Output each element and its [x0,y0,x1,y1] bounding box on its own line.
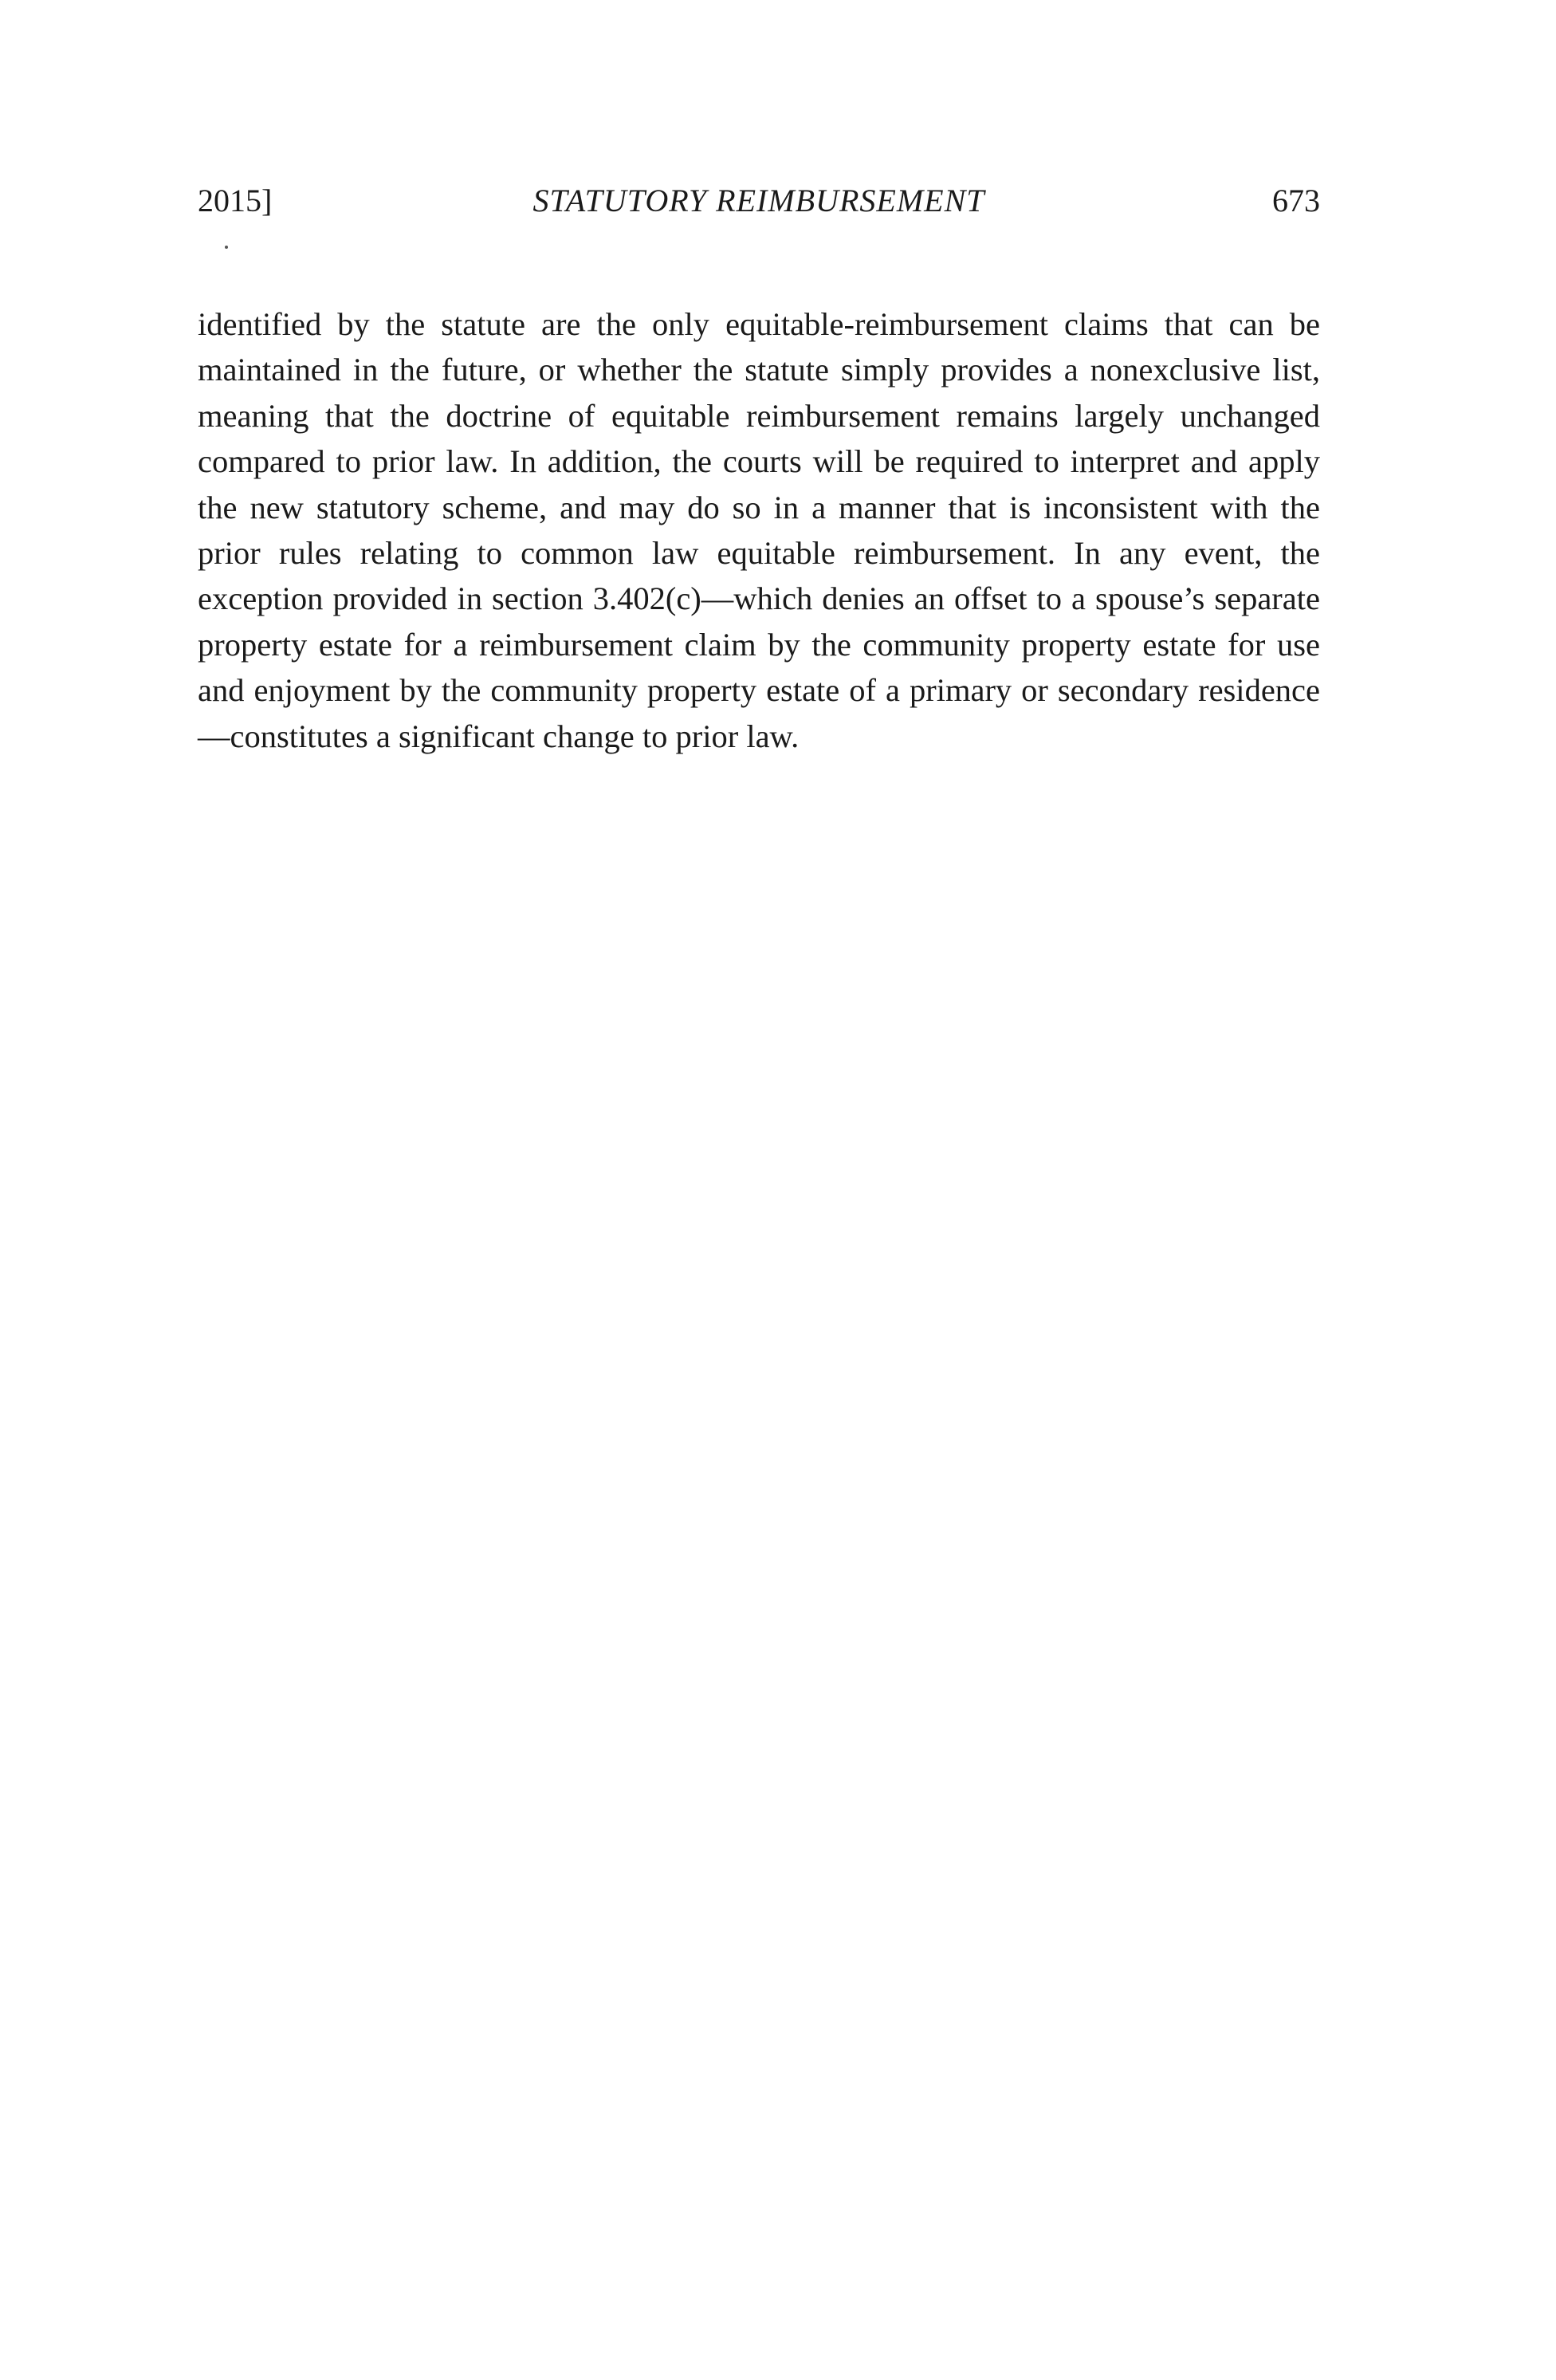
running-title: STATUTORY REIMBURSEMENT [532,183,985,218]
scan-speck [225,246,228,249]
running-header [198,177,1320,225]
body-paragraph: identified by the statute are the only equitable-reimbursement claims that can be maintained in the future, or whether the statute simply provides a nonexclusive list, meaning that the doctrine of equitable reimbursement remains largely unchanged compared to prior law. In addition, the courts will be required to interpret and apply the new statutory scheme, and may do so in a manner that is inconsistent with the prior rules relating to common law equitable reimbursement. In any event, the exception provided in section 3.402(c)—which denies an offset to a spouse’s separate property estate for a reimbursement claim by the community property estate for use and enjoyment by the community property estate of a primary or secondary residence—constitutes a significant change to prior law. [198,306,1320,754]
page-number: 673 [1272,183,1320,218]
volume-year: 2015] [198,183,273,218]
